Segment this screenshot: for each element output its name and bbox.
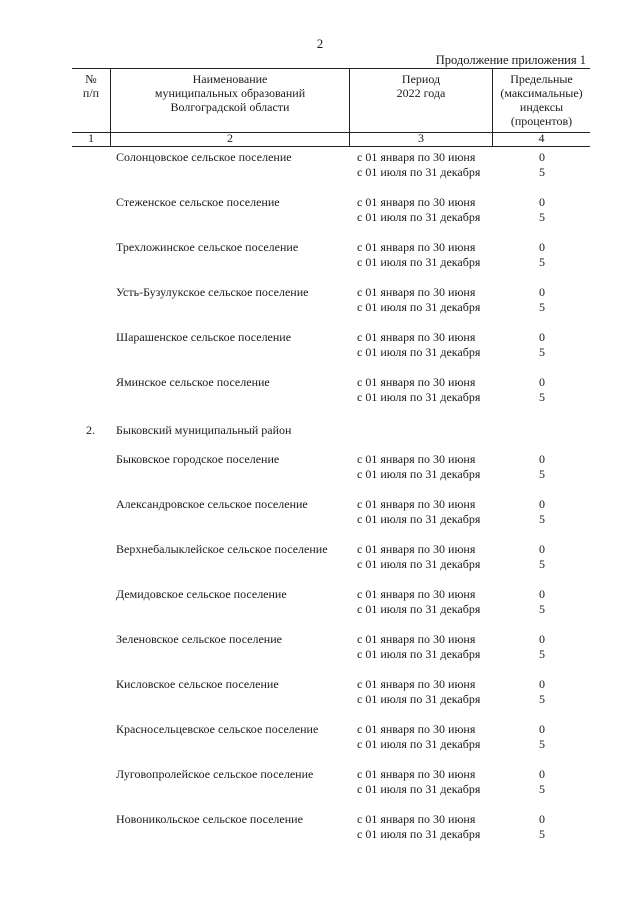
index-first-half: 0 xyxy=(539,722,545,736)
settlement-name: Трехложинское сельское поселение xyxy=(116,240,299,254)
period-second-half: с 01 июля по 31 декабря xyxy=(357,390,481,404)
table-row xyxy=(0,587,640,617)
period-second-half: с 01 июля по 31 декабря xyxy=(357,467,481,481)
period-second-half: с 01 июля по 31 декабря xyxy=(357,827,481,841)
index-first-half: 0 xyxy=(539,330,545,344)
period-first-half: с 01 января по 30 июня xyxy=(357,812,476,826)
period-first-half: с 01 января по 30 июня xyxy=(357,722,476,736)
column-number-row xyxy=(72,131,590,147)
index-second-half: 5 xyxy=(539,345,545,359)
index-first-half: 0 xyxy=(539,195,545,209)
period-second-half: с 01 июля по 31 декабря xyxy=(357,512,481,526)
page-number: 2 xyxy=(316,36,324,51)
index-second-half: 5 xyxy=(539,210,545,224)
settlement-name: Яминское сельское поселение xyxy=(116,375,270,389)
column-number: 2 xyxy=(227,131,233,145)
header-number xyxy=(72,69,110,132)
settlement-name: Быковское городское поселение xyxy=(116,452,280,466)
period-first-half: с 01 января по 30 июня xyxy=(357,240,476,254)
index-second-half: 5 xyxy=(539,602,545,616)
table-row xyxy=(0,497,640,527)
header-period xyxy=(350,69,492,132)
index-second-half: 5 xyxy=(539,300,545,314)
table-row xyxy=(0,240,640,270)
period-second-half: с 01 июля по 31 декабря xyxy=(357,647,481,661)
header-number-line: № xyxy=(85,72,97,86)
header-name xyxy=(111,69,349,132)
settlement-name: Усть-Бузулукское сельское поселение xyxy=(116,285,309,299)
table-row xyxy=(0,542,640,572)
period-second-half: с 01 июля по 31 декабря xyxy=(357,737,481,751)
index-second-half: 5 xyxy=(539,512,545,526)
district-name: Быковский муниципальный район xyxy=(116,423,292,437)
column-number: 1 xyxy=(88,131,94,145)
index-first-half: 0 xyxy=(539,497,545,511)
header-period-line: Период xyxy=(401,72,441,86)
period-second-half: с 01 июля по 31 декабря xyxy=(357,782,481,796)
index-first-half: 0 xyxy=(539,767,545,781)
settlement-name: Солонцовское сельское поселение xyxy=(116,150,292,164)
index-second-half: 5 xyxy=(539,390,545,404)
settlement-name: Луговопролейское сельское поселение xyxy=(116,767,314,781)
period-first-half: с 01 января по 30 июня xyxy=(357,375,476,389)
header-period-line: 2022 года xyxy=(396,86,446,100)
settlement-name: Красносельцевское сельское поселение xyxy=(116,722,319,736)
settlement-name: Александровское сельское поселение xyxy=(116,497,308,511)
settlement-name: Демидовское сельское поселение xyxy=(116,587,287,601)
table-row xyxy=(0,375,640,405)
index-second-half: 5 xyxy=(539,255,545,269)
header-name-line: муниципальных образований xyxy=(154,86,306,100)
index-second-half: 5 xyxy=(539,467,545,481)
period-second-half: с 01 июля по 31 декабря xyxy=(357,255,481,269)
header-index-line: (максимальные) xyxy=(500,86,583,100)
period-second-half: с 01 июля по 31 декабря xyxy=(357,300,481,314)
period-second-half: с 01 июля по 31 декабря xyxy=(357,557,481,571)
period-first-half: с 01 января по 30 июня xyxy=(357,587,476,601)
period-second-half: с 01 июля по 31 декабря xyxy=(357,692,481,706)
settlement-name: Стеженское сельское поселение xyxy=(116,195,280,209)
table-row xyxy=(0,330,640,360)
period-second-half: с 01 июля по 31 декабря xyxy=(357,345,481,359)
period-second-half: с 01 июля по 31 декабря xyxy=(357,210,481,224)
settlement-name: Новоникольское сельское поселение xyxy=(116,812,303,826)
header-index-line: (процентов) xyxy=(510,114,573,128)
index-first-half: 0 xyxy=(539,632,545,646)
index-first-half: 0 xyxy=(539,150,545,164)
table-row xyxy=(0,812,640,842)
district-number: 2. xyxy=(86,423,95,437)
table-row xyxy=(0,767,640,797)
period-second-half: с 01 июля по 31 декабря xyxy=(357,602,481,616)
period-first-half: с 01 января по 30 июня xyxy=(357,767,476,781)
table-header xyxy=(72,68,590,133)
table-row xyxy=(0,195,640,225)
index-second-half: 5 xyxy=(539,165,545,179)
table-row xyxy=(0,150,640,180)
period-first-half: с 01 января по 30 июня xyxy=(357,542,476,556)
period-first-half: с 01 января по 30 июня xyxy=(357,285,476,299)
index-second-half: 5 xyxy=(539,692,545,706)
table-row xyxy=(0,722,640,752)
table-row xyxy=(0,632,640,662)
index-first-half: 0 xyxy=(539,587,545,601)
index-first-half: 0 xyxy=(539,812,545,826)
period-first-half: с 01 января по 30 июня xyxy=(357,632,476,646)
period-first-half: с 01 января по 30 июня xyxy=(357,195,476,209)
index-first-half: 0 xyxy=(539,677,545,691)
index-first-half: 0 xyxy=(539,285,545,299)
index-second-half: 5 xyxy=(539,647,545,661)
period-first-half: с 01 января по 30 июня xyxy=(357,330,476,344)
table-row xyxy=(0,677,640,707)
header-index-line: Предельные xyxy=(510,72,573,86)
index-second-half: 5 xyxy=(539,557,545,571)
column-number: 4 xyxy=(538,131,545,145)
header-number-line: п/п xyxy=(82,86,100,100)
period-first-half: с 01 января по 30 июня xyxy=(357,497,476,511)
table-row xyxy=(0,452,640,482)
index-second-half: 5 xyxy=(539,737,545,751)
settlement-name: Шарашенское сельское поселение xyxy=(116,330,292,344)
index-first-half: 0 xyxy=(539,375,545,389)
header-index-line: индексы xyxy=(519,100,564,114)
header-name-line: Волгоградской области xyxy=(170,100,290,114)
index-first-half: 0 xyxy=(539,542,545,556)
settlement-name: Кисловское сельское поселение xyxy=(116,677,279,691)
period-first-half: с 01 января по 30 июня xyxy=(357,677,476,691)
period-second-half: с 01 июля по 31 декабря xyxy=(357,165,481,179)
index-first-half: 0 xyxy=(539,240,545,254)
table-row xyxy=(0,285,640,315)
header-index xyxy=(493,69,590,132)
header-name-line: Наименование xyxy=(192,72,268,86)
period-first-half: с 01 января по 30 июня xyxy=(357,150,476,164)
continuation-label: Продолжение приложения 1 xyxy=(435,53,586,67)
settlement-name: Зеленовское сельское поселение xyxy=(116,632,282,646)
index-first-half: 0 xyxy=(539,452,545,466)
index-second-half: 5 xyxy=(539,827,545,841)
period-first-half: с 01 января по 30 июня xyxy=(357,452,476,466)
settlement-name: Верхнебалыклейское сельское поселение xyxy=(116,542,328,556)
index-second-half: 5 xyxy=(539,782,545,796)
column-number: 3 xyxy=(418,131,424,145)
